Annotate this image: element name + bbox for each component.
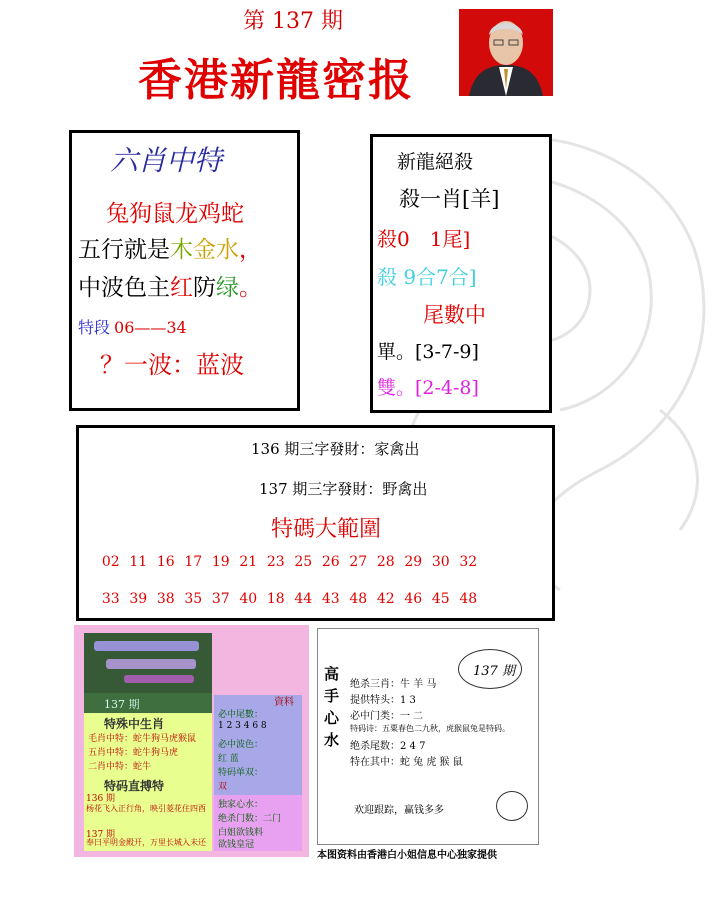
- line-137: 137 期三字發財：野禽出: [259, 480, 428, 498]
- zodiac-section-title: 特殊中生肖: [104, 717, 165, 731]
- six-zodiac-heading: 六肖中特: [110, 144, 223, 177]
- wave-suffix: 。: [239, 275, 262, 301]
- title-char: 手: [324, 687, 340, 705]
- wave-green: 绿: [216, 275, 239, 301]
- side-tail-nums: 1 2 3 4 6 8: [218, 721, 267, 731]
- range-number: 43: [321, 591, 340, 607]
- range-number: 44: [294, 591, 313, 607]
- range-number: 42: [376, 591, 395, 607]
- side-wave-colors: 红 蓝: [218, 754, 239, 764]
- segment-label: 特段: [78, 318, 111, 337]
- side-kill-door: 绝杀门数：二门: [218, 814, 282, 824]
- stamp-icon: [496, 791, 528, 821]
- welcome-text: 欢迎跟踪，赢钱多多: [354, 805, 444, 816]
- range-number: 39: [129, 591, 148, 607]
- special-poem: 特码诗：五粟春色二九秋，虎猴鼠兔是特码。: [350, 724, 510, 733]
- range-number: 45: [431, 591, 450, 607]
- side-tail-label: 必中尾數：: [218, 710, 264, 720]
- range-title: 特碼大範圍: [271, 517, 382, 542]
- special-segment: [78, 315, 187, 338]
- within-zodiac: 特在其中：蛇 兔 虎 猴 鼠: [350, 757, 463, 768]
- side-title: 資料: [274, 697, 294, 708]
- side-bottom-section: [214, 795, 302, 851]
- range-number: 38: [156, 591, 175, 607]
- left-issue: 137 期: [104, 698, 140, 711]
- kill-box: [370, 134, 552, 413]
- tail-title: 尾數中: [423, 303, 486, 327]
- odd-tails: 單。[3-7-9]: [377, 341, 479, 363]
- range-number: 17: [184, 554, 203, 570]
- zodiac-line-1: 毛肖中特：蛇牛狗马虎猴鼠: [88, 734, 197, 744]
- poem-137-text: 奉曰平明金殿开，万里长城入未还: [86, 838, 206, 847]
- kill-tail-nums: 绝杀尾数：2 4 7: [350, 741, 426, 752]
- wuxing-suffix: ，: [239, 237, 262, 263]
- wuxing-prefix: 五行就是: [78, 237, 170, 263]
- range-number: 19: [211, 554, 230, 570]
- issue-badge: [458, 649, 522, 689]
- poem-section-title: 特码直搏特: [104, 779, 165, 793]
- range-number: 30: [431, 554, 450, 570]
- range-number: 29: [404, 554, 423, 570]
- range-number: 27: [349, 554, 368, 570]
- kill-zodiac: 殺一肖[羊]: [399, 187, 500, 211]
- range-number: 26: [321, 554, 340, 570]
- range-number: 33: [101, 591, 120, 607]
- range-number: 18: [266, 591, 285, 607]
- page-title: 香港新龍密报: [138, 55, 414, 106]
- side-crown: 欲钱皇冠: [218, 840, 255, 850]
- range-number: 11: [129, 554, 148, 570]
- range-row-2: [97, 591, 482, 607]
- left-info-panel: [74, 625, 309, 857]
- poem-136-text: 杨花飞入正行角，映引菱花住四酉: [86, 804, 206, 813]
- kill-tail: 殺0 1尾]: [377, 227, 471, 251]
- range-number: 21: [239, 554, 258, 570]
- range-number: 25: [294, 554, 313, 570]
- segment-range: 06——34: [114, 318, 187, 337]
- range-number: 35: [184, 591, 203, 607]
- wuxing-jinshui: 金水: [193, 237, 239, 263]
- wave-prefix: 中波色主: [78, 275, 170, 301]
- even-tails: 雙。[2-4-8]: [377, 377, 479, 399]
- range-number: 40: [239, 591, 258, 607]
- zodiac-list: 兔狗鼠龙鸡蛇: [106, 201, 244, 227]
- range-row-1: [97, 554, 482, 570]
- title-char: 水: [324, 731, 340, 749]
- issue-number: 第 137 期: [243, 9, 343, 34]
- kill-three-zodiac: 绝杀三肖：牛 羊 马: [350, 679, 437, 690]
- range-number: 37: [211, 591, 230, 607]
- zodiac-section: [84, 713, 212, 775]
- side-oddeven-value: 双: [218, 782, 228, 792]
- poem-137-label: 137 期: [86, 830, 116, 840]
- range-number: 32: [459, 554, 478, 570]
- expert-vertical-title: [324, 663, 340, 751]
- poem-136-label: 136 期: [86, 794, 116, 804]
- zodiac-line-2: 五肖中特：蛇牛狗马虎: [88, 748, 179, 758]
- six-zodiac-box: [69, 130, 300, 411]
- wave-color-line: [78, 269, 262, 302]
- range-number: 16: [156, 554, 175, 570]
- one-wave-line: ？一波：蓝波: [100, 351, 244, 379]
- line-136: 136 期三字發財：家禽出: [251, 440, 420, 458]
- zodiac-line-3: 二肖中特：蛇牛: [88, 762, 152, 772]
- wave-mid: 防: [193, 275, 216, 301]
- wave-red: 红: [170, 275, 193, 301]
- title-char: 高: [324, 665, 340, 683]
- range-number: 28: [376, 554, 395, 570]
- issue-badge-text: 137 期: [473, 664, 515, 679]
- wuxing-mu: 木: [170, 237, 193, 263]
- expert-tips-panel: [317, 628, 539, 845]
- side-exclusive: 独家心水：: [218, 800, 264, 810]
- range-number: 23: [266, 554, 285, 570]
- must-door: 必中门类：一 二: [350, 711, 424, 722]
- logo-banner: [84, 633, 212, 693]
- portrait-photo: [459, 9, 553, 96]
- range-number: 02: [101, 554, 120, 570]
- side-oddeven-label: 特码单双：: [218, 768, 264, 778]
- range-number: 46: [404, 591, 423, 607]
- issue-strip: [84, 693, 212, 713]
- side-baijie: 白姐欲钱料: [218, 828, 264, 838]
- side-data-section: [214, 695, 302, 795]
- kill-heads: 殺 9合7合]: [377, 265, 477, 289]
- special-head: 提供特头：1 3: [350, 695, 416, 706]
- number-range-box: [76, 425, 555, 621]
- footer-credit: 本图资料由香港白小姐信息中心独家提供: [317, 850, 497, 861]
- side-wave-label: 必中波色：: [218, 740, 264, 750]
- title-char: 心: [324, 709, 340, 727]
- kill-box-title: 新龍絕殺: [397, 151, 474, 173]
- range-number: 48: [349, 591, 368, 607]
- wuxing-line: [78, 231, 262, 264]
- range-number: 48: [459, 591, 478, 607]
- poem-section: [84, 775, 212, 851]
